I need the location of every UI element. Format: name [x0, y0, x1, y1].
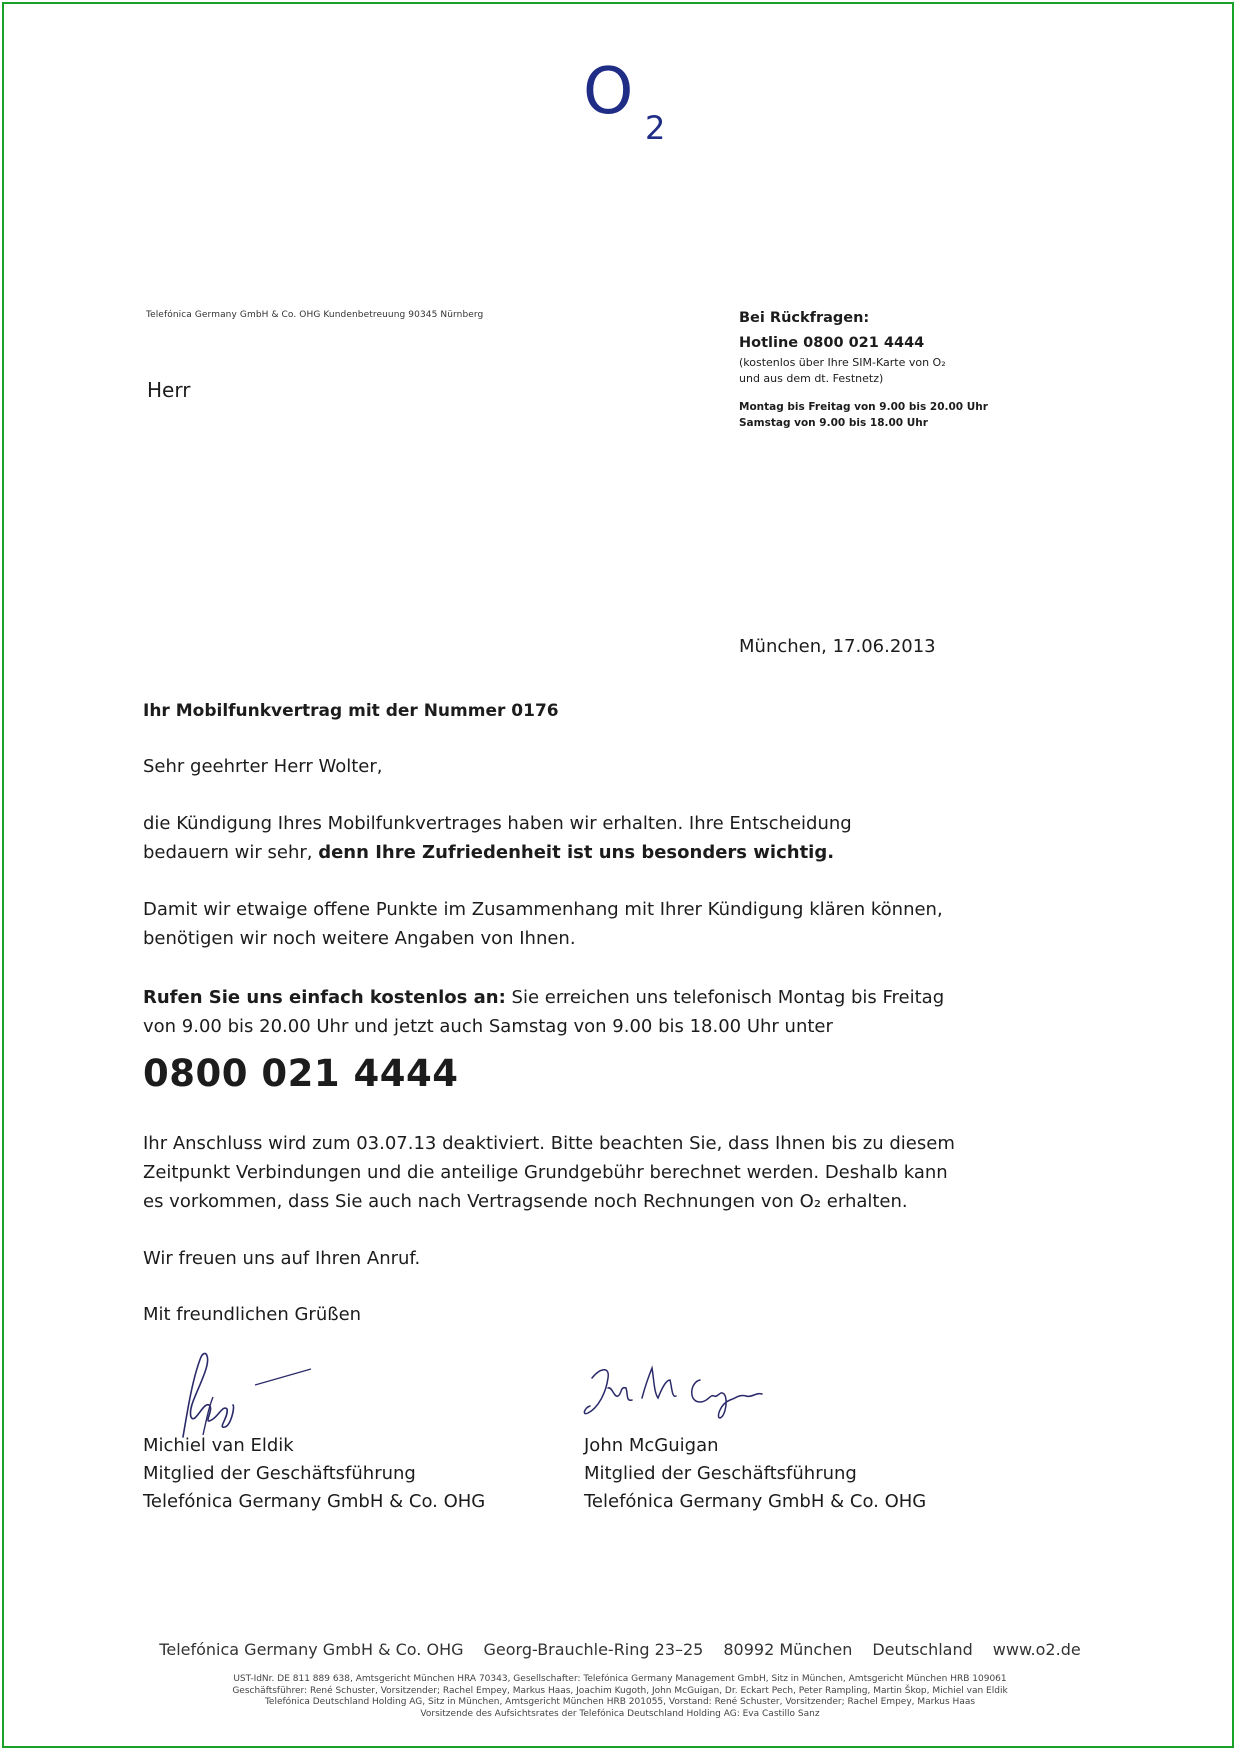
paragraph-cancellation	[143, 809, 1003, 867]
logo-letter: O	[583, 55, 632, 129]
closing: Mit freundlichen Grüßen	[143, 1304, 362, 1325]
contact-box	[739, 310, 1039, 429]
paragraph-emphasis: denn Ihre Zufriedenheit ist uns besonders wichtig.	[318, 842, 835, 863]
letter-subject: Ihr Mobilfunkvertrag mit der Nummer 0176	[143, 701, 559, 721]
paragraph-line: benötigen wir noch weitere Angaben von Ihnen.	[143, 928, 576, 949]
legal-line: Telefónica Deutschland Holding AG, Sitz in München, Amtsgericht München HRB 201055, Vorstand: René Schuster, Vorsitzender; Rachel Empey, Markus Haas	[264, 1697, 976, 1707]
footer-company: Telefónica Germany GmbH & Co. OHG	[159, 1640, 464, 1659]
footer-street: Georg-Brauchle-Ring 23–25	[483, 1640, 704, 1659]
o2-logo	[583, 55, 703, 160]
paragraph-line: Damit wir etwaige offene Punkte im Zusammenhang mit Ihrer Kündigung klären können,	[143, 899, 943, 920]
paragraph-line: die Kündigung Ihres Mobilfunkvertrages haben wir erhalten. Ihre Entscheidung	[143, 813, 852, 834]
paragraph-call-us	[143, 983, 1003, 1041]
footer-city: 80992 München	[723, 1640, 853, 1659]
paragraph-text: bedauern wir sehr,	[143, 842, 319, 863]
contact-heading: Bei Rückfragen:	[739, 310, 870, 326]
salutation: Sehr geehrter Herr Wolter,	[143, 756, 383, 777]
legal-line: Geschäftsführer: René Schuster, Vorsitzender; Rachel Empey, Markus Haas, Joachim Kugoth, John McGuigan, Dr. Eckart Pech, Peter Rampling, Martin Škop, Michiel van Eldik	[232, 1685, 1008, 1696]
paragraph-emphasis: Rufen Sie uns einfach kostenlos an:	[143, 987, 506, 1008]
signer-role: Mitglied der Geschäftsführung	[584, 1463, 857, 1484]
legal-line: UST-IdNr. DE 811 889 638, Amtsgericht München HRA 70343, Gesellschafter: Telefónica Germany Management GmbH, Sitz in München, Amtsgericht München HRB 109061	[233, 1674, 1007, 1684]
logo-subscript: 2	[645, 109, 666, 147]
signature-image	[143, 1347, 323, 1442]
footer-web-link[interactable]: www.o2.de	[992, 1640, 1081, 1659]
contact-note-1: (kostenlos über Ihre SIM-Karte von O₂	[739, 356, 946, 369]
paragraph-text: Sie erreichen uns telefonisch Montag bis Freitag	[505, 987, 945, 1008]
contact-hours-saturday: Samstag von 9.00 bis 18.00 Uhr	[739, 417, 928, 429]
footer-address	[0, 1640, 1240, 1659]
paragraph-line: Ihr Anschluss wird zum 03.07.13 deaktiviert. Bitte beachten Sie, dass Ihnen bis zu diesem	[143, 1133, 955, 1154]
footer-legal	[0, 1674, 1240, 1720]
signature-image	[580, 1358, 770, 1428]
signer-company: Telefónica Germany GmbH & Co. OHG	[143, 1491, 486, 1512]
paragraph-open-points	[143, 895, 1003, 953]
contact-hotline: Hotline 0800 021 4444	[739, 335, 925, 351]
contact-hours-weekday: Montag bis Freitag von 9.00 bis 20.00 Uhr	[739, 401, 988, 413]
legal-line: Vorsitzende des Aufsichtsrates der Telefónica Deutschland Holding AG: Eva Castillo Sanz	[420, 1708, 820, 1719]
signer-company: Telefónica Germany GmbH & Co. OHG	[584, 1491, 927, 1512]
footer-country: Deutschland	[872, 1640, 973, 1659]
paragraph-deactivation	[143, 1129, 1003, 1216]
signer-block	[584, 1432, 926, 1516]
signer-name: Michiel van Eldik	[143, 1435, 294, 1456]
paragraph-call-wish: Wir freuen uns auf Ihren Anruf.	[143, 1248, 421, 1269]
signer-role: Mitglied der Geschäftsführung	[143, 1463, 416, 1484]
recipient: Herr	[147, 378, 191, 402]
signer-block	[143, 1432, 485, 1516]
paragraph-line: von 9.00 bis 20.00 Uhr und jetzt auch Samstag von 9.00 bis 18.00 Uhr unter	[143, 1016, 833, 1037]
paragraph-line: es vorkommen, dass Sie auch nach Vertragsende noch Rechnungen von O₂ erhalten.	[143, 1191, 908, 1212]
signer-name: John McGuigan	[584, 1435, 719, 1456]
sender-address-line: Telefónica Germany GmbH & Co. OHG Kundenbetreuung 90345 Nürnberg	[146, 310, 484, 320]
phone-number: 0800 021 4444	[143, 1052, 459, 1095]
letter-date: München, 17.06.2013	[739, 636, 936, 657]
paragraph-line: Zeitpunkt Verbindungen und die anteilige Grundgebühr berechnet werden. Deshalb kann	[143, 1162, 948, 1183]
paragraph-line	[143, 838, 1003, 867]
contact-note-2: und aus dem dt. Festnetz)	[739, 372, 884, 385]
paragraph-line	[143, 983, 1003, 1012]
